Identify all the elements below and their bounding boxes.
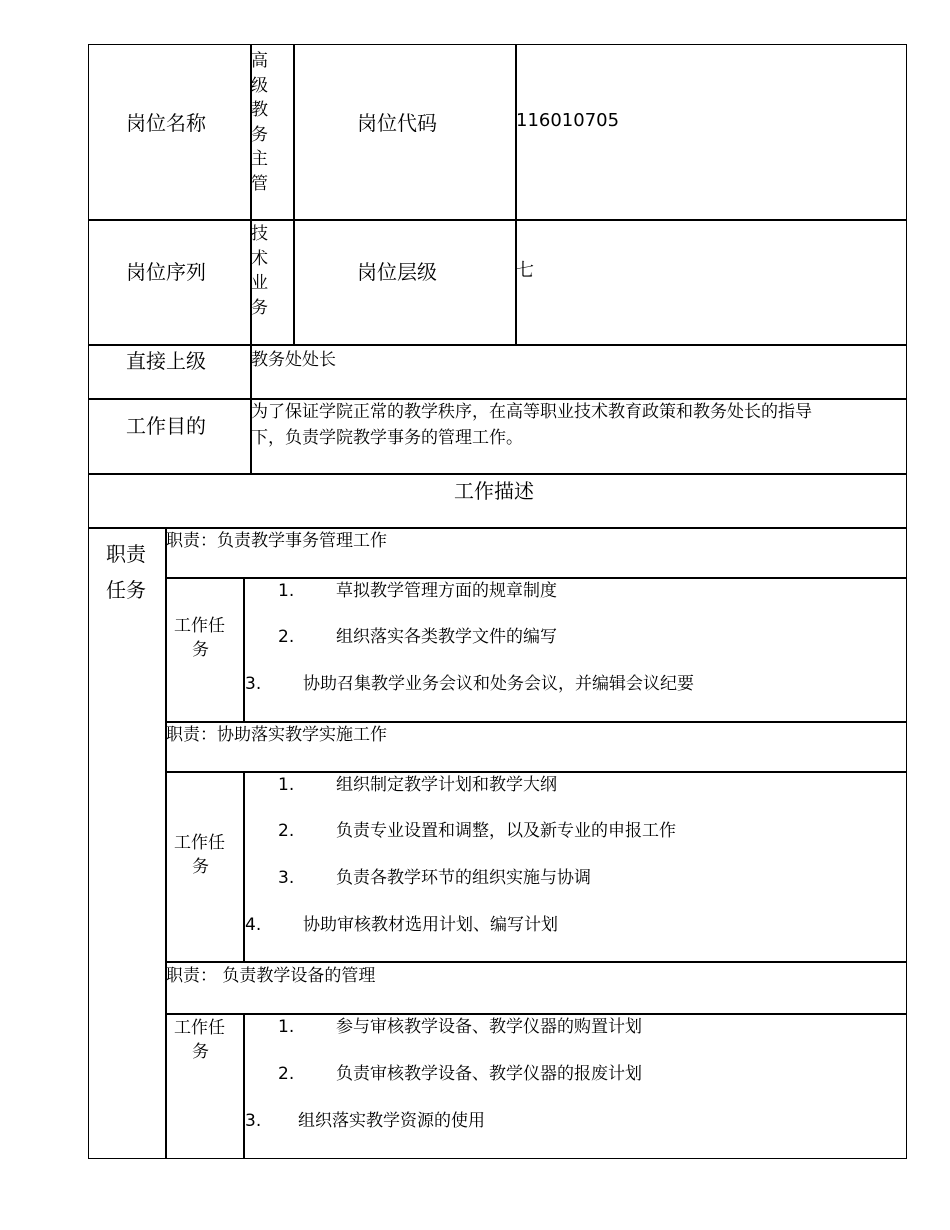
row-divider (88, 527, 907, 529)
task-label-line1: 工作任 (174, 616, 225, 636)
row-divider (88, 398, 907, 400)
row-divider (165, 577, 907, 579)
row-divider (165, 771, 907, 773)
task-number: 2. (278, 821, 295, 841)
task-label-line2: 务 (192, 640, 209, 660)
task-label-line2: 务 (192, 857, 209, 877)
task-text: 草拟教学管理方面的规章制度 (336, 581, 557, 601)
row-divider (165, 961, 907, 963)
task-number: 1. (278, 581, 295, 601)
task-text: 负责各教学环节的组织实施与协调 (336, 868, 591, 888)
column-divider (515, 44, 517, 345)
task-text: 协助召集教学业务会议和处务会议，并编辑会议纪要 (303, 674, 694, 694)
position-series-value: 技术业务 (251, 224, 268, 318)
task-number: 3. (245, 674, 262, 694)
task-text: 参与审核教学设备、教学仪器的购置计划 (336, 1017, 642, 1037)
task-number: 1. (278, 1017, 295, 1037)
superior-label: 直接上级 (126, 349, 206, 373)
column-divider (293, 44, 295, 345)
purpose-text-line1: 为了保证学院正常的教学秩序，在高等职业技术教育政策和教务处长的指导 (251, 402, 812, 422)
description-title: 工作描述 (454, 479, 534, 503)
column-divider (243, 1013, 245, 1159)
task-label-line2: 务 (192, 1042, 209, 1062)
row-divider (165, 1013, 907, 1015)
duty-title: 职责： 负责教学设备的管理 (166, 966, 376, 986)
column-divider (243, 577, 245, 722)
position-name-label: 岗位名称 (126, 111, 206, 135)
row-divider (88, 473, 907, 475)
outer-table-border (88, 44, 907, 1159)
task-label-line1: 工作任 (174, 1018, 225, 1038)
task-label-line1: 工作任 (174, 833, 225, 853)
task-text: 负责专业设置和调整，以及新专业的申报工作 (336, 821, 676, 841)
task-number: 2. (278, 627, 295, 647)
task-number: 1. (278, 775, 295, 795)
superior-value: 教务处处长 (251, 350, 336, 370)
duty-header-line1: 职责 (106, 542, 146, 566)
column-divider (165, 527, 167, 1159)
position-level-value: 七 (516, 260, 534, 281)
position-level-label: 岗位层级 (357, 260, 437, 284)
duty-header-line2: 任务 (106, 578, 146, 602)
position-series-label: 岗位序列 (126, 260, 206, 284)
task-text: 协助审核教材选用计划、编写计划 (303, 915, 558, 935)
task-text: 组织落实各类教学文件的编写 (336, 627, 557, 647)
duty-title: 职责：协助落实教学实施工作 (166, 725, 387, 745)
task-number: 3. (245, 1111, 262, 1131)
task-number: 3. (278, 868, 295, 888)
position-name-value: 高级教务主管 (251, 51, 268, 194)
purpose-text-line2: 下，负责学院教学事务的管理工作。 (251, 428, 523, 448)
row-divider (88, 219, 907, 221)
task-number: 2. (278, 1064, 295, 1084)
purpose-label: 工作目的 (126, 414, 206, 438)
task-text: 组织落实教学资源的使用 (298, 1111, 485, 1131)
position-code-value: 116010705 (516, 110, 620, 131)
task-number: 4. (245, 915, 262, 935)
row-divider (165, 721, 907, 723)
row-divider (88, 344, 907, 346)
position-code-label: 岗位代码 (357, 111, 437, 135)
task-text: 组织制定教学计划和教学大纲 (336, 775, 557, 795)
task-text: 负责审核教学设备、教学仪器的报废计划 (336, 1064, 642, 1084)
duty-title: 职责：负责教学事务管理工作 (166, 531, 387, 551)
